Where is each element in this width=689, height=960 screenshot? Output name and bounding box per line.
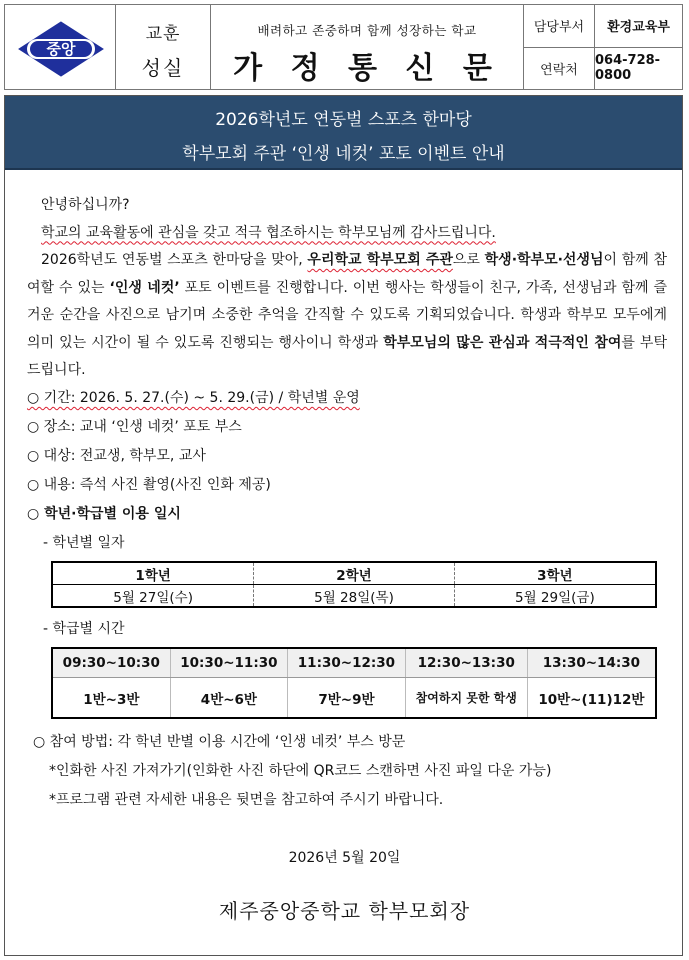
main-content [4,95,683,956]
grade-1-header: 1학년 [52,562,254,585]
time-slot: 13:30~14:30 [527,648,656,678]
place-item: ○ 장소: 교내 ‘인생 네컷’ 포토 부스 [27,419,242,435]
p2-event-name: ‘인생 네컷’ [109,279,180,296]
time-slot: 12:30~13:30 [405,648,527,678]
p2-part-a: 2026학년도 연동벌 스포츠 한마당을 맞아, [41,252,308,268]
p2-part-i: 를 부탁드립니다. [27,334,667,378]
class-group: 참여하지 못한 학생 [405,678,527,719]
grade-3-date: 5월 29일(금) [454,585,656,608]
class-subheading: - 학급별 시간 [43,621,125,637]
class-group: 4반~6반 [170,678,288,719]
method-note-1: *인화한 사진 가져가기(인화한 사진 하단에 QR코드 스캔하면 사진 파일 다운 가능) [49,763,552,779]
grade-header-row [52,562,656,585]
banner-line-1: 2026학년도 연동벌 스포츠 한마당 [215,110,472,130]
paragraph-2 [27,247,667,385]
grade-2-header: 2학년 [254,562,455,585]
p2-participants: 학생·학부모·선생님 [484,252,604,268]
grade-date-row [52,585,656,608]
method-line: ○ 참여 방법: 각 학년 반별 이용 시간에 ‘인생 네컷’ 부스 방문 [33,734,406,750]
motto-value: 성실 [141,56,185,80]
grade-date-table [51,561,657,608]
p2-request: 학부모님의 많은 관심과 적극적인 참여 [383,334,622,351]
class-time-table [51,647,657,719]
participation-method [33,728,551,815]
event-banner [5,96,682,170]
signature: 제주중앙중학교 학부모회장 [218,899,471,923]
target-item: ○ 대상: 전교생, 학부모, 교사 [27,448,206,464]
letter-body [27,192,667,385]
period-item [27,384,360,413]
time-row [52,648,656,678]
contact-label: 연락처 [524,48,595,90]
class-time-heading-wrap [27,615,125,643]
newsletter-title: 가 정 통 신 문 [233,51,501,86]
title-cell [211,5,524,89]
schedule-title [27,500,360,529]
class-group: 7반~9반 [288,678,406,719]
event-details [27,384,360,557]
p2-part-g: 포토 이벤트를 진행합니다. 이번 행사는 학생들이 친구, 가족, 선생님과 함께 즐거운 순간을 사진으로 남기며 소중한 추억을 간직할 수 있도록 기획되었습니다. 학생과 학부모 모두에게 의미 있는 시간이 될 수 있도록 진행되는 행사이니 학생과 [27,279,667,351]
issue-date: 2026년 5월 20일 [288,850,401,866]
grade-2-date: 5월 28일(목) [254,585,455,608]
info-cell [524,5,682,89]
method-note-2: *프로그램 관련 자세한 내용은 뒷면을 참고하여 주시기 바랍니다. [49,792,444,808]
contact-row [524,47,682,90]
p2-organizer: 우리학교 학부모회 주관 [307,252,453,268]
grade-subheading: - 학년별 일자 [43,535,125,551]
greeting: 안녕하십니까? [41,197,130,213]
school-slogan: 배려하고 존중하며 함께 성장하는 학교 [257,23,477,38]
dept-value: 환경교육부 [607,20,670,36]
school-logo [18,21,104,77]
newsletter-header [4,4,683,90]
paragraph-1 [27,220,667,248]
motto-label: 교훈 [145,24,181,44]
time-slot: 10:30~11:30 [170,648,288,678]
period-text: ○ 기간: 2026. 5. 27.(수) ~ 5. 29.(금) / 학년별 운영 [27,390,360,406]
paragraph-1-text: 학교의 교육활동에 관심을 갖고 적극 협조하시는 학부모님께 감사드립니다. [41,224,496,241]
school-logo-cell [5,5,116,89]
dept-row [524,5,682,47]
class-row [52,678,656,719]
contact-value: 064-728-0800 [595,53,661,84]
p2-part-e: 이 함께 참여할 수 있는 [27,252,667,296]
class-group: 1반~3반 [83,691,140,708]
content-item: ○ 내용: 즉석 사진 촬영(사진 인화 제공) [27,477,271,493]
banner-line-2: 학부모회 주관 ‘인생 네컷’ 포토 이벤트 안내 [182,144,505,164]
schedule-title-text: ○ 학년·학급별 이용 일시 [27,506,181,522]
logo-text: 중앙 [46,40,76,58]
time-slot: 11:30~12:30 [288,648,406,678]
dept-label: 담당부서 [524,5,595,47]
grade-1-date: 5월 27일(수) [113,589,193,606]
p2-part-c: 으로 [452,252,485,268]
motto-cell [116,5,211,89]
time-slot: 09:30~10:30 [52,648,170,678]
class-group: 10반~(11)12반 [527,678,656,719]
grade-3-header: 3학년 [454,562,656,585]
